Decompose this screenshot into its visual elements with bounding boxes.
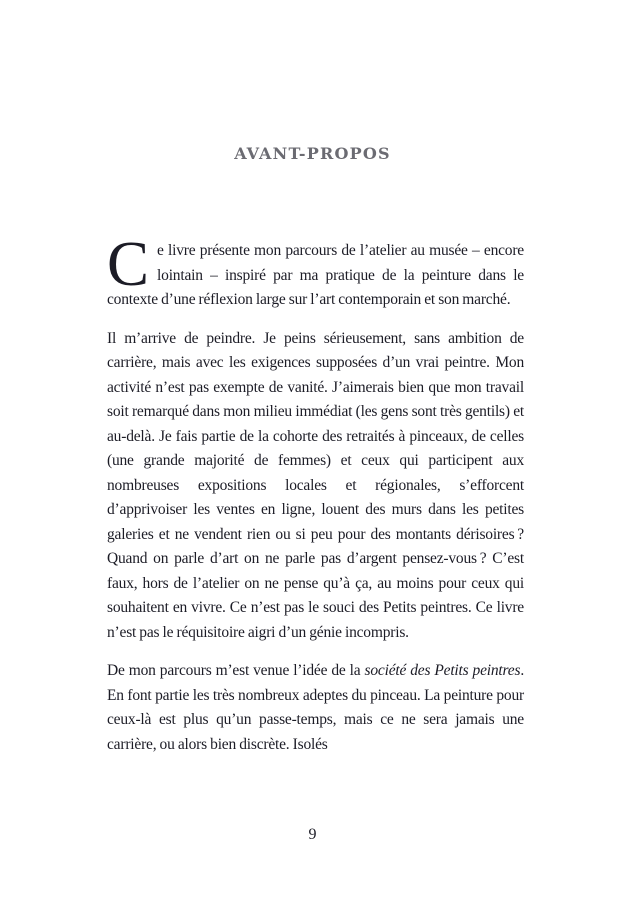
- page-number: 9: [308, 826, 317, 843]
- paragraph: [107, 659, 524, 757]
- text-run: Il m’arrive de peindre. Je peins sérieusement, sans ambition de carrière, mais avec les exigences supposées d’un vrai peintre. Mon activité n’est pas exempte de vanité. J’aimerais bien que mon travail soit remarqué dans mon milieu immédiat (les gens sont très gentils) et au-delà. Je fais partie de la cohorte des retraités à pinceaux, de celles (une grande majorité de femmes) et ceux qui participent aux nombreuses expositions locales et régionales, s’efforcent d’apprivoiser les ventes en ligne, louent des murs dans les petites galeries et ne vendent rien ou si peu pour des montants dérisoires ? Quand on parle d’art on ne parle pas d’argent pensez-vous ? C’est faux, hors de l’atelier on ne pense qu’à ça, au moins pour ceux qui souhaitent en vivre. Ce n’est pas le souci des Petits peintres. Ce livre n’est pas le réquisitoire aigri d’un génie incompris.: [107, 329, 524, 641]
- drop-cap: C: [107, 229, 150, 299]
- text-column: [107, 229, 524, 771]
- paragraph: [107, 229, 524, 313]
- chapter-title: AVANT-PROPOS: [234, 144, 391, 163]
- italic-phrase: société des Petits peintres: [364, 662, 521, 679]
- paragraph: [107, 327, 524, 646]
- text-run: e livre présente mon parcours de l’atelier au musée – encore lointain – inspiré par ma pratique de la peinture dans le contexte d’une réflexion large sur l’art contemporain et son marché.: [107, 242, 524, 308]
- text-run: . En font partie les très nombreux adeptes du pinceau. La peinture pour ceux-là est plus qu’un passe-temps, mais ce ne sera jamais une carrière, ou alors bien discrète. Isolés: [107, 662, 524, 753]
- text-run: De mon parcours m’est venue l’idée de la: [107, 662, 365, 679]
